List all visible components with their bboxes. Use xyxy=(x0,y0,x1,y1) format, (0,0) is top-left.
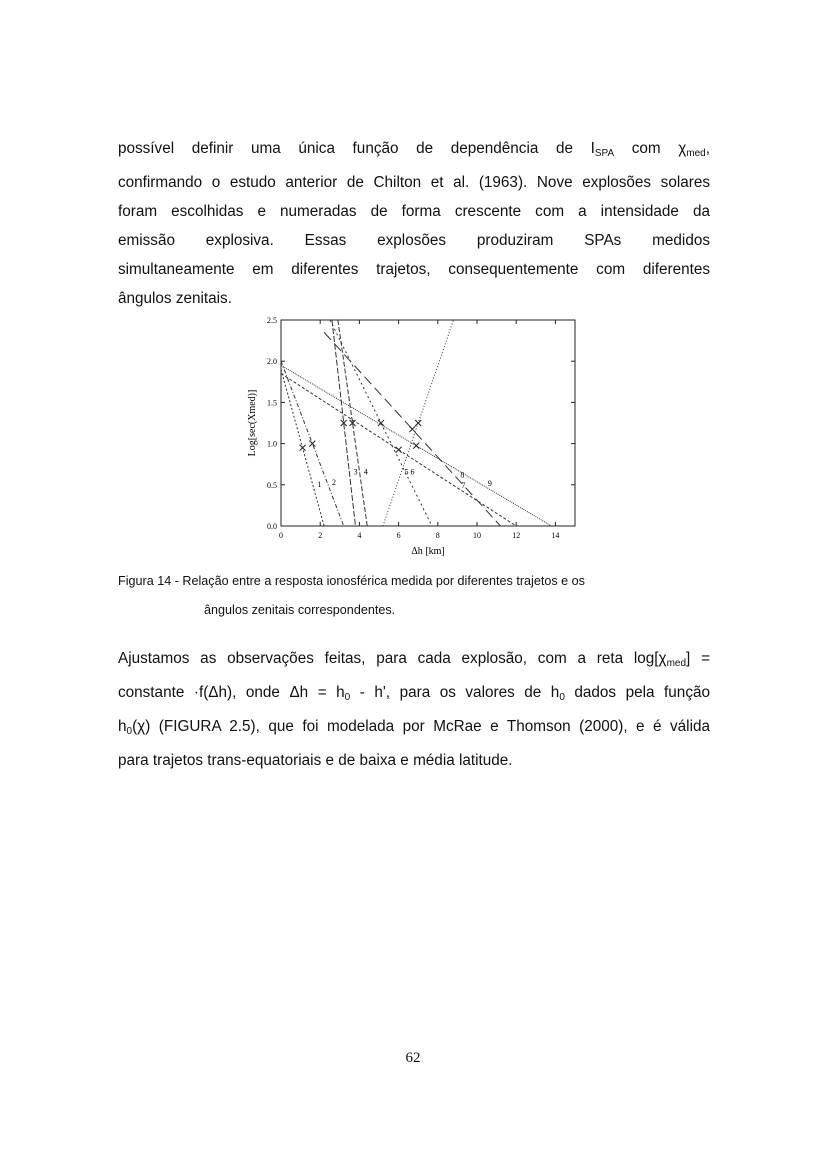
paragraph-line: constante ·f(Δh), onde $\Delta h = h_0 - h'$, para os valores de $h_0$ dados pela função xyxy=(118,684,710,703)
series-label: 2 xyxy=(332,477,337,487)
x-axis-label: Δh [km] xyxy=(411,546,445,557)
paragraph-1 xyxy=(118,134,710,313)
series-label: 7 xyxy=(461,480,466,490)
caption-text-1: Relação entre a resposta ionosférica medida por diferentes trajetos e os xyxy=(178,574,585,588)
x-tick-label: 14 xyxy=(551,531,560,540)
series-label: 8 xyxy=(460,470,465,480)
x-tick-label: 4 xyxy=(357,531,362,540)
paragraph-line: Ajustamos as observações feitas, para cada explosão, com a reta $\log[\chi_{med}]$ = xyxy=(118,650,711,669)
series-label: 4 xyxy=(363,467,368,477)
figure-chart xyxy=(240,310,580,560)
paragraph-line: $h_0(\chi)$ (FIGURA 2.5), que foi modelada por McRae e Thomson (2000), e é válida xyxy=(118,718,710,737)
x-tick-label: 2 xyxy=(318,531,323,540)
series-label: 5 xyxy=(404,467,409,477)
chart-svg xyxy=(240,310,580,560)
y-tick-label: 1.5 xyxy=(267,398,277,408)
y-tick-label: 0.5 xyxy=(267,480,277,490)
x-tick-label: 10 xyxy=(473,531,481,540)
y-tick-label: 0.0 xyxy=(267,522,277,531)
paragraph-2 xyxy=(118,644,710,775)
series-label: 3 xyxy=(353,467,358,477)
x-tick-label: 12 xyxy=(512,531,521,540)
paragraph-line: para trajetos trans-equatoriais e de baixa e média latitude. xyxy=(118,752,513,769)
figure-caption xyxy=(118,567,718,625)
y-axis-label: Log[sec(Xmed)] xyxy=(247,389,258,457)
y-tick-label: 2.5 xyxy=(267,316,277,325)
plot-frame xyxy=(281,320,575,526)
x-tick-label: 0 xyxy=(279,531,283,540)
caption-label: Figura 14 - xyxy=(118,574,179,588)
series-label: 9 xyxy=(487,478,492,488)
paragraph-line: ângulos zenitais. xyxy=(118,290,232,307)
series-label: 6 xyxy=(410,467,415,477)
paragraph-line: confirmando o estudo anterior de Chilton et al. (1963). Nove explosões solares xyxy=(118,174,710,191)
series-label: 1 xyxy=(317,479,322,489)
paragraph-line: foram escolhidas e numeradas de forma crescente com a intensidade da xyxy=(118,203,710,220)
paragraph-line: emissão explosiva. Essas explosões produziram SPAs medidos xyxy=(118,232,710,249)
x-tick-label: 8 xyxy=(435,531,440,540)
x-tick-label: 6 xyxy=(396,531,401,540)
caption-text-2: ângulos zenitais correspondentes. xyxy=(204,603,396,617)
paragraph-line: simultaneamente em diferentes trajetos, consequentemente com diferentes xyxy=(118,261,710,278)
y-tick-label: 2.0 xyxy=(267,357,277,367)
paragraph-line: possível definir uma única função de dependência de $I_{SPA}$ com $\chi_{med}$, xyxy=(118,140,710,159)
page-number: 62 xyxy=(405,1050,421,1066)
y-tick-label: 1.0 xyxy=(267,439,277,449)
